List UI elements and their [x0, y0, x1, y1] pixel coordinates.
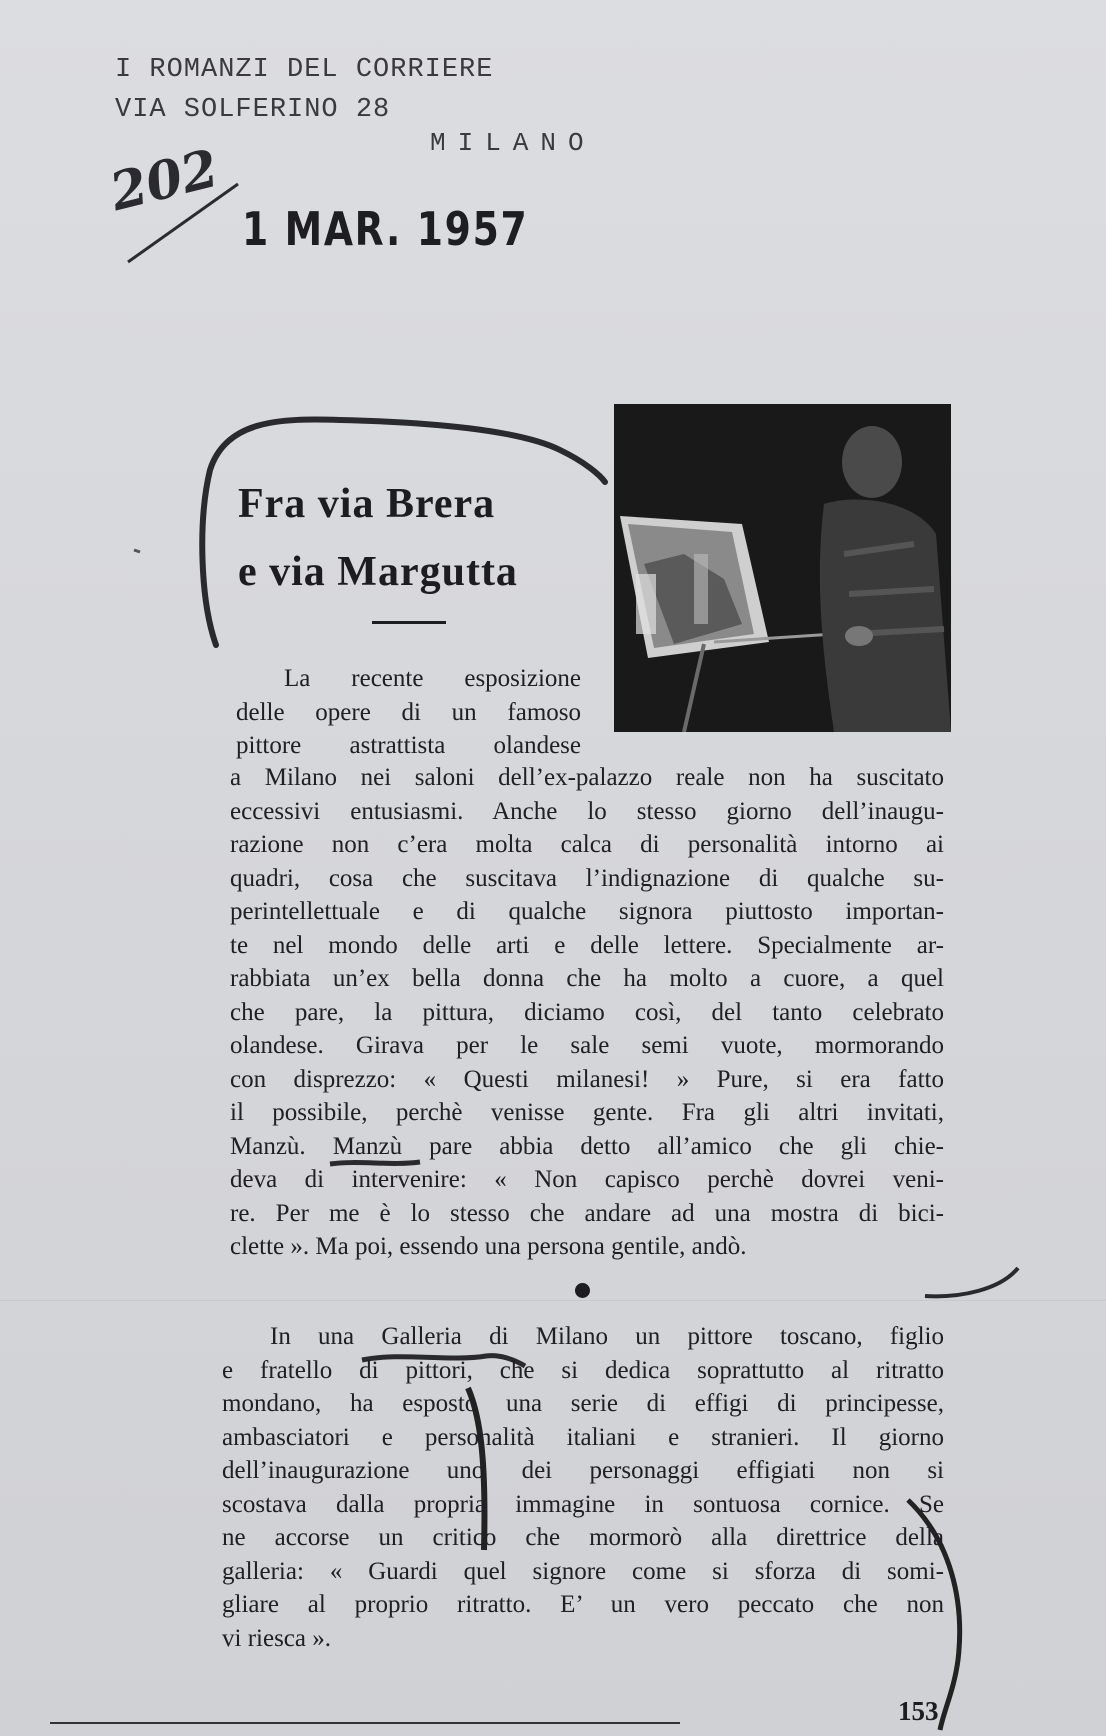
text-line: gliare al proprio ritratto. E’ un vero peccato che non	[222, 1591, 944, 1618]
text-line: deva di intervenire: « Non capisco perchè dovrei veni-	[230, 1166, 944, 1193]
text-line: perintellettuale e di qualche signora piuttosto importan-	[230, 898, 944, 925]
text-line: a Milano nei saloni dell’ex-palazzo reale non ha suscitato	[230, 764, 944, 791]
text-line: clette ». Ma poi, essendo una persona gentile, andò.	[230, 1233, 747, 1260]
header-stamp-line1: I ROMANZI DEL CORRIERE	[115, 55, 494, 85]
page-number: 153	[898, 1696, 939, 1726]
text-line: ne accorse un critico che mormorò alla direttrice della	[222, 1524, 944, 1551]
section-divider-dot	[575, 1283, 590, 1298]
text-line: che pare, la pittura, diciamo così, del tanto celebrato	[230, 998, 944, 1026]
text-line: razione non c’era molta calca di personalità intorno ai	[230, 831, 944, 858]
date-stamp: 1 MAR. 1957	[242, 202, 529, 256]
text-line: scostava dalla propria immagine in sontuosa cornice. Se	[222, 1490, 944, 1518]
title-rule	[372, 621, 446, 624]
text-line: con disprezzo: « Questi milanesi! » Pure, si era fatto	[230, 1065, 944, 1093]
article-title-line1: Fra via Brera	[238, 481, 496, 527]
text-line: vi riesca ».	[222, 1624, 331, 1652]
text-line: il possibile, perchè venisse gente. Fra gli altri invitati,	[230, 1099, 944, 1126]
text-line: re. Per me è lo stesso che andare ad una mostra di bici-	[230, 1199, 944, 1227]
text-line: quadri, cosa che suscitava l’indignazione di qualche su-	[230, 864, 944, 892]
pencil-margin-curve	[925, 1268, 1018, 1296]
text-line: eccessivi entusiasmi. Anche lo stesso giorno dell’inaugu-	[230, 797, 944, 825]
painter-photo	[614, 404, 951, 732]
header-stamp-line2: VIA SOLFERINO 28	[115, 95, 391, 125]
header-stamp-city: MILANO	[430, 128, 596, 158]
painter-at-easel-image	[614, 404, 951, 732]
page-fold	[0, 1300, 1106, 1301]
text-line: rabbiata un’ex bella donna che ha molto a cuore, a quel	[230, 965, 944, 992]
paragraph1-body	[230, 761, 944, 1264]
text-line: galleria: « Guardi quel signore come si sforza di somi-	[222, 1557, 944, 1585]
text-line: mondano, ha esposto una serie di effigi di principesse,	[222, 1390, 944, 1417]
article-title-line2: e via Margutta	[238, 549, 518, 595]
text-line: pittore astrattista olandese	[236, 732, 581, 759]
text-line: te nel mondo delle arti e delle lettere. Specialmente ar-	[230, 931, 944, 959]
paragraph1-intro	[236, 662, 581, 763]
article-title	[238, 470, 588, 606]
text-line: delle opere di un famoso	[236, 698, 581, 726]
bottom-rule	[50, 1722, 680, 1724]
handwritten-number: 202	[104, 137, 225, 224]
text-line: olandese. Girava per le sale semi vuote, mormorando	[230, 1032, 944, 1059]
text-line: La recente esposizione	[284, 665, 581, 692]
paragraph2	[222, 1320, 944, 1655]
pencil-tick-mark	[134, 550, 140, 552]
text-line: In una Galleria di Milano un pittore toscano, figlio	[270, 1323, 944, 1350]
text-line: e fratello di pittori, che si dedica soprattutto al ritratto	[222, 1356, 944, 1384]
text-line: dell’inaugurazione uno dei personaggi effigiati non si	[222, 1457, 944, 1484]
text-line: Manzù. Manzù pare abbia detto all’amico che gli chie-	[230, 1132, 944, 1160]
text-line: ambasciatori e personalità italiani e stranieri. Il giorno	[222, 1423, 944, 1451]
